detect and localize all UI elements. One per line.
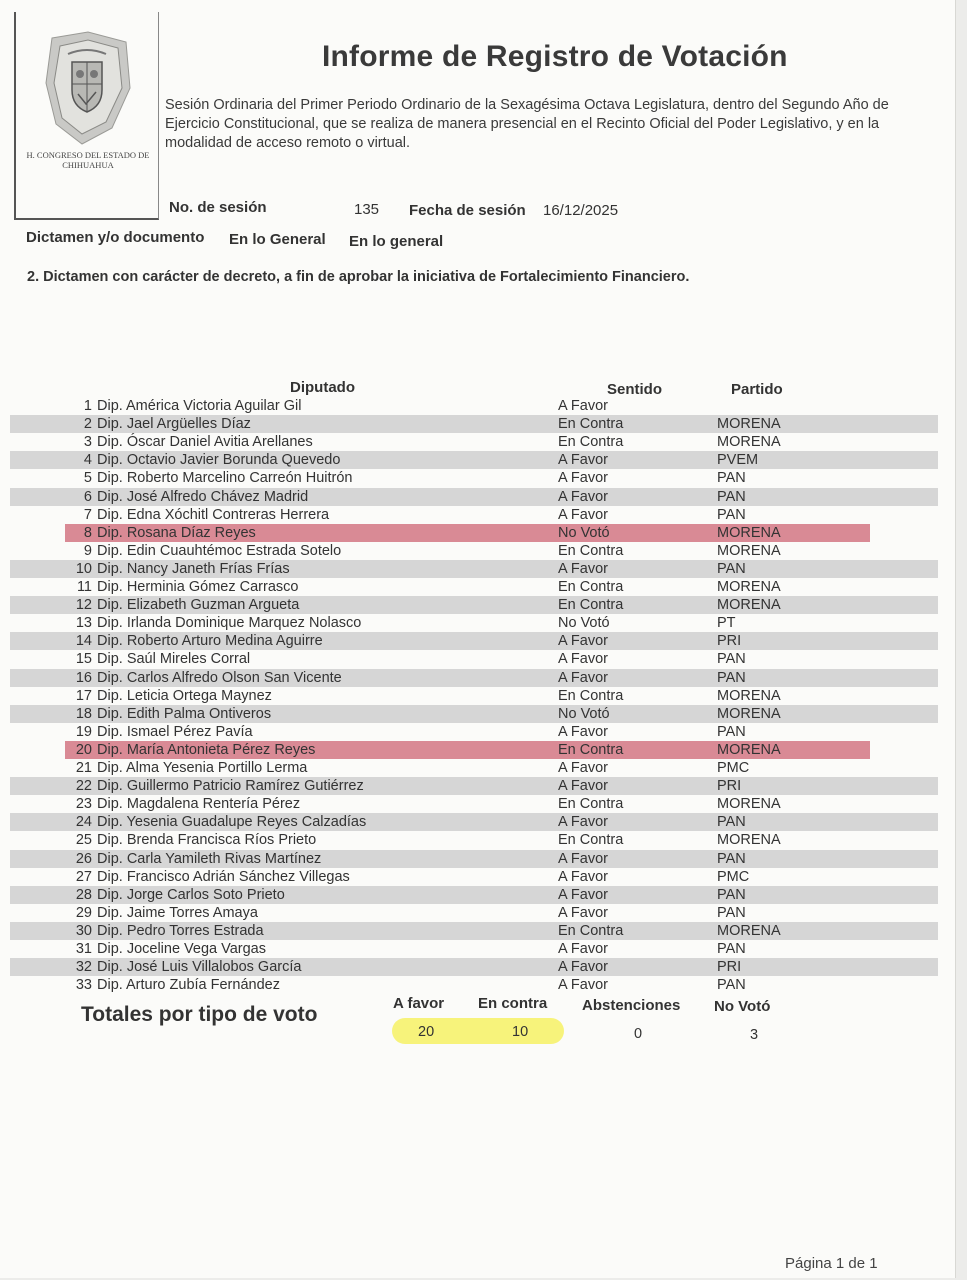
row-number: 19 <box>75 723 92 740</box>
row-number: 25 <box>75 832 92 849</box>
party-value: PRI <box>717 778 742 795</box>
totals-no-voto: 3 <box>750 1027 759 1043</box>
row-number: 31 <box>75 941 92 957</box>
row-number: 17 <box>75 687 92 704</box>
party-value: PAN <box>717 814 746 831</box>
column-header-party: Partido <box>731 381 783 398</box>
party-value: PRI <box>717 633 742 650</box>
row-number: 4 <box>83 452 92 469</box>
table-row <box>10 958 938 976</box>
row-number: 1 <box>83 398 92 414</box>
row-number: 29 <box>75 904 92 921</box>
party-value: PAN <box>717 850 746 867</box>
vote-value: A Favor <box>558 904 608 921</box>
vote-value: En Contra <box>558 687 624 704</box>
deputy-name: Dip. Arturo Zubía Fernández <box>97 977 280 994</box>
row-number: 11 <box>76 579 92 595</box>
vote-value: En Contra <box>558 796 624 813</box>
deputy-name: Dip. Guillermo Patricio Ramírez Gutiérrez <box>97 778 364 795</box>
vote-value: A Favor <box>558 669 608 686</box>
table-row <box>10 578 938 596</box>
party-value: PAN <box>717 470 746 487</box>
row-number: 27 <box>75 868 92 885</box>
row-number: 33 <box>75 977 92 994</box>
deputy-name: Dip. Carla Yamileth Rivas Martínez <box>97 850 322 867</box>
deputy-name: Dip. Jael Argüelles Díaz <box>97 416 251 433</box>
table-row <box>10 596 938 614</box>
congress-logo-box <box>14 12 159 220</box>
table-row <box>10 506 938 524</box>
vote-value: En Contra <box>558 832 624 849</box>
vote-value: A Favor <box>558 723 608 740</box>
party-value: PAN <box>717 506 746 523</box>
vote-value: A Favor <box>558 977 608 994</box>
vote-value: No Votó <box>558 615 610 632</box>
deputy-name: Dip. Elizabeth Guzman Argueta <box>97 597 300 614</box>
table-row <box>10 940 938 958</box>
vote-value: En Contra <box>558 741 624 758</box>
row-number: 26 <box>75 850 92 867</box>
party-value: PVEM <box>717 452 759 469</box>
party-value: PAN <box>717 941 746 957</box>
table-row <box>10 469 938 487</box>
vote-value: A Favor <box>558 760 608 776</box>
row-number: 12 <box>75 597 92 614</box>
page-title: Informe de Registro de Votación <box>322 40 788 73</box>
party-value: PAN <box>717 723 746 740</box>
table-row <box>10 904 938 922</box>
deputy-name: Dip. América Victoria Aguilar Gil <box>97 398 302 414</box>
party-value: MORENA <box>717 524 781 541</box>
vote-value: A Favor <box>558 868 608 885</box>
row-number: 28 <box>75 886 92 903</box>
row-number: 2 <box>83 416 92 433</box>
deputy-name: Dip. Roberto Arturo Medina Aguirre <box>97 633 323 650</box>
document-value-2: En lo general <box>349 233 444 250</box>
table-row <box>10 813 938 831</box>
vote-value: A Favor <box>558 941 608 957</box>
table-row <box>10 687 938 705</box>
party-value: PT <box>717 615 736 632</box>
table-row <box>10 868 938 886</box>
party-value: PAN <box>717 886 746 903</box>
table-row <box>10 886 938 904</box>
party-value: MORENA <box>717 597 781 614</box>
column-header-vote: Sentido <box>607 381 662 398</box>
deputy-name: Dip. Pedro Torres Estrada <box>97 922 264 939</box>
session-date-label: Fecha de sesión <box>409 202 526 219</box>
deputy-name: Dip. Jaime Torres Amaya <box>97 904 258 921</box>
totals-header-en-contra: En contra <box>478 995 548 1012</box>
vote-value: A Favor <box>558 560 608 577</box>
vote-value: A Favor <box>558 959 608 976</box>
table-row <box>10 433 938 451</box>
deputy-name: Dip. Yesenia Guadalupe Reyes Calzadías <box>97 814 367 831</box>
vote-value: En Contra <box>558 579 624 595</box>
party-value: MORENA <box>717 832 781 849</box>
deputy-name: Dip. Edin Cuauhtémoc Estrada Sotelo <box>97 542 342 559</box>
deputy-name: Dip. José Alfredo Chávez Madrid <box>97 488 309 505</box>
deputy-name: Dip. Herminia Gómez Carrasco <box>97 579 299 595</box>
deputy-name: Dip. Rosana Díaz Reyes <box>97 524 256 541</box>
vote-value: A Favor <box>558 506 608 523</box>
logo-caption: H. CONGRESO DEL ESTADO DE CHIHUAHUA <box>26 150 150 170</box>
table-row <box>10 922 938 940</box>
vote-value: No Votó <box>558 524 610 541</box>
vote-value: A Favor <box>558 452 608 469</box>
row-number: 14 <box>75 633 92 650</box>
row-number: 3 <box>83 434 92 451</box>
totals-a-favor: 20 <box>418 1024 435 1040</box>
vote-value: No Votó <box>558 705 610 722</box>
deputy-name: Dip. Edith Palma Ontiveros <box>97 705 272 722</box>
party-value: MORENA <box>717 796 781 813</box>
vote-value: A Favor <box>558 470 608 487</box>
deputy-name: Dip. Alma Yesenia Portillo Lerma <box>97 760 308 776</box>
deputy-name: Dip. Irlanda Dominique Marquez Nolasco <box>97 615 362 632</box>
deputy-name: Dip. Joceline Vega Vargas <box>97 941 267 957</box>
table-row <box>10 705 938 723</box>
deputy-name: Dip. Roberto Marcelino Carreón Huitrón <box>97 470 353 487</box>
party-value: PAN <box>717 560 746 577</box>
session-number-label: No. de sesión <box>169 199 267 216</box>
deputy-name: Dip. Óscar Daniel Avitia Arellanes <box>97 434 313 451</box>
table-row <box>10 850 938 868</box>
party-value: PAN <box>717 904 746 921</box>
deputy-name: Dip. Brenda Francisca Ríos Prieto <box>97 832 317 849</box>
row-number: 8 <box>83 524 92 541</box>
row-number: 7 <box>83 506 92 523</box>
totals-abstenciones: 0 <box>634 1026 643 1042</box>
table-row <box>10 415 938 433</box>
table-row <box>10 397 938 415</box>
dictamen-description: 2. Dictamen con carácter de decreto, a fin de aprobar la iniciativa de Fortalecimiento Financiero. <box>27 269 690 285</box>
row-number: 32 <box>75 959 92 976</box>
vote-value: A Favor <box>558 850 608 867</box>
party-value: MORENA <box>717 434 781 451</box>
vote-value: En Contra <box>558 542 624 559</box>
deputy-name: Dip. Francisco Adrián Sánchez Villegas <box>97 868 350 885</box>
row-number: 21 <box>75 760 92 776</box>
table-row <box>10 976 938 994</box>
congress-seal-icon <box>42 28 134 148</box>
vote-value: En Contra <box>558 416 624 433</box>
table-row <box>10 560 938 578</box>
totals-en-contra: 10 <box>512 1024 529 1040</box>
deputy-name: Dip. Leticia Ortega Maynez <box>97 687 272 704</box>
table-row <box>10 777 938 795</box>
row-number: 10 <box>75 560 92 577</box>
totals-header-abstenciones: Abstenciones <box>582 997 681 1014</box>
vote-value: A Favor <box>558 651 608 668</box>
vote-value: A Favor <box>558 633 608 650</box>
party-value: PAN <box>717 977 746 994</box>
party-value: PMC <box>717 760 750 776</box>
deputy-name: Dip. Octavio Javier Borunda Quevedo <box>97 452 341 469</box>
deputy-name: Dip. Edna Xóchitl Contreras Herrera <box>97 506 330 523</box>
deputy-name: Dip. María Antonieta Pérez Reyes <box>97 741 316 758</box>
session-number: 135 <box>354 201 380 218</box>
row-number: 24 <box>75 814 92 831</box>
row-number: 9 <box>83 542 92 559</box>
vote-value: En Contra <box>558 922 624 939</box>
page-number: Página 1 de 1 <box>785 1255 878 1272</box>
deputy-name: Dip. Carlos Alfredo Olson San Vicente <box>97 669 342 686</box>
party-value: PAN <box>717 651 746 668</box>
party-value: MORENA <box>717 705 781 722</box>
session-date: 16/12/2025 <box>543 202 619 219</box>
party-value: PAN <box>717 669 746 686</box>
party-value: MORENA <box>717 741 781 758</box>
deputy-name: Dip. Nancy Janeth Frías Frías <box>97 560 290 577</box>
totals-header-a-favor: A favor <box>393 995 445 1012</box>
table-row <box>10 614 938 632</box>
row-number: 30 <box>75 922 92 939</box>
table-row <box>10 542 938 560</box>
party-value: MORENA <box>717 687 781 704</box>
table-row <box>10 831 938 849</box>
row-number: 6 <box>83 488 92 505</box>
party-value: PRI <box>717 959 742 976</box>
party-value: MORENA <box>717 922 781 939</box>
table-row <box>10 451 938 469</box>
row-number: 22 <box>75 778 92 795</box>
party-value: MORENA <box>717 542 781 559</box>
party-value: PMC <box>717 868 750 885</box>
column-header-deputy: Diputado <box>290 379 355 396</box>
totals-header-no-voto: No Votó <box>714 998 771 1015</box>
row-number: 5 <box>83 470 92 487</box>
table-row <box>10 669 938 687</box>
vote-value: A Favor <box>558 886 608 903</box>
document-value-1: En lo General <box>229 231 326 248</box>
party-value: PAN <box>717 488 746 505</box>
deputy-name: Dip. José Luis Villalobos García <box>97 959 302 976</box>
document-label: Dictamen y/o documento <box>26 229 205 246</box>
party-value: MORENA <box>717 416 781 433</box>
table-row <box>65 524 870 542</box>
row-number: 18 <box>75 705 92 722</box>
row-number: 16 <box>75 669 92 686</box>
row-number: 15 <box>75 651 92 668</box>
table-row <box>65 741 870 759</box>
table-row <box>10 650 938 668</box>
vote-value: A Favor <box>558 398 608 414</box>
deputy-name: Dip. Ismael Pérez Pavía <box>97 723 253 740</box>
party-value: MORENA <box>717 579 781 595</box>
vote-value: En Contra <box>558 597 624 614</box>
session-description: Sesión Ordinaria del Primer Periodo Ordinario de la Sexagésima Octava Legislatura, dentro del Segundo Año de Ejercicio Constitucional, que se realiza de manera presencial en el Recinto Oficial del Poder Legislativo, y en la modalidad de acceso remoto o virtual. <box>165 97 889 151</box>
table-row <box>10 723 938 741</box>
row-number: 13 <box>75 615 92 632</box>
vote-value: En Contra <box>558 434 624 451</box>
deputy-name: Dip. Saúl Mireles Corral <box>97 651 251 668</box>
vote-value: A Favor <box>558 488 608 505</box>
table-row <box>10 759 938 777</box>
deputy-name: Dip. Magdalena Rentería Pérez <box>97 796 301 813</box>
row-number: 20 <box>75 741 92 758</box>
totals-label: Totales por tipo de voto <box>81 1003 318 1026</box>
deputy-name: Dip. Jorge Carlos Soto Prieto <box>97 886 285 903</box>
row-number: 23 <box>75 796 92 813</box>
table-row <box>10 632 938 650</box>
table-row <box>10 488 938 506</box>
vote-value: A Favor <box>558 814 608 831</box>
vote-value: A Favor <box>558 778 608 795</box>
table-row <box>10 795 938 813</box>
